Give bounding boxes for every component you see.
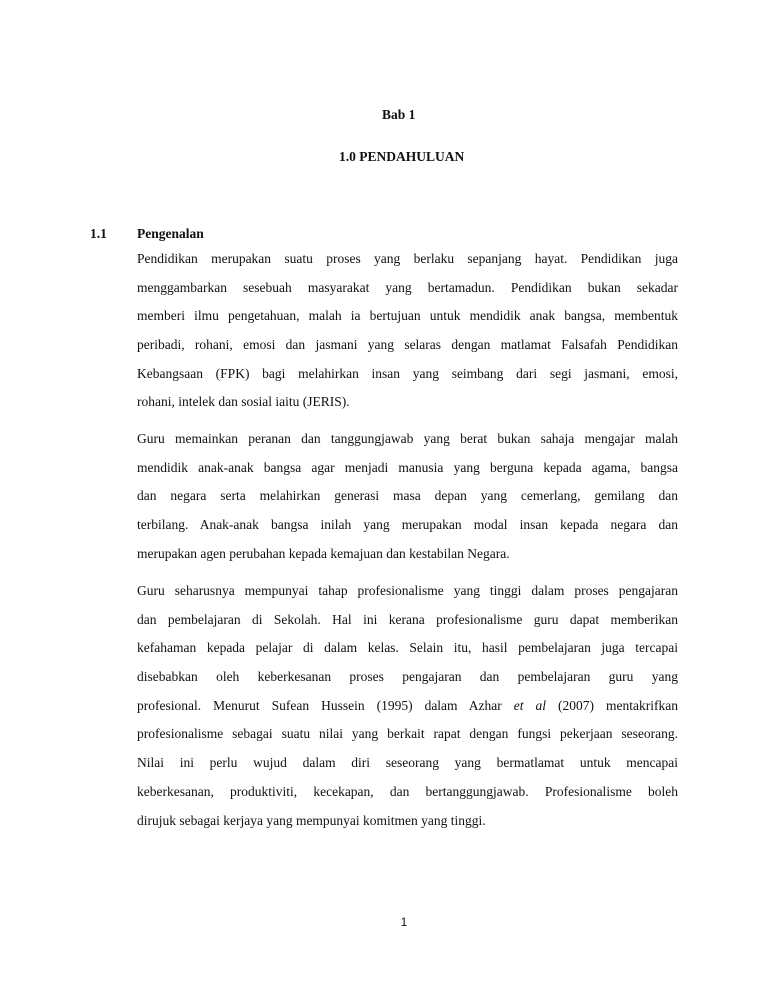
- paragraph-line: Nilai ini perlu wujud dalam diri seseorang yang bermatlamat untuk mencapai: [137, 755, 678, 771]
- paragraph-3: [137, 577, 678, 835]
- paragraph-line: Guru memainkan peranan dan tanggungjawab yang berat bukan sahaja mengajar malah: [137, 431, 678, 446]
- page-number: 1: [400, 915, 408, 929]
- paragraph-2: [137, 425, 678, 568]
- paragraph-line: peribadi, rohani, emosi dan jasmani yang selaras dengan matlamat Falsafah Pendidikan: [137, 337, 678, 353]
- paragraph-line: memberi ilmu pengetahuan, malah ia bertujuan untuk mendidik anak bangsa, membentuk: [137, 308, 678, 324]
- chapter-label: Bab 1: [382, 107, 416, 122]
- paragraph-line: keberkesanan, produktiviti, kecekapan, dan bertanggungjawab. Profesionalisme boleh: [137, 783, 678, 799]
- paragraph-line: terbilang. Anak-anak bangsa inilah yang merupakan modal insan kepada negara dan: [137, 517, 678, 533]
- citation-et-al: et al: [513, 697, 547, 713]
- section-title: Pengenalan: [137, 226, 204, 241]
- citation-text-after: (2007) mentakrifkan: [546, 697, 678, 713]
- paragraph-line: dan pembelajaran di Sekolah. Hal ini kerana profesionalisme guru dapat memberikan: [137, 611, 678, 627]
- paragraph-line: dirujuk sebagai kerjaya yang mempunyai komitmen yang tinggi.: [137, 812, 486, 828]
- paragraph-line: Kebangsaan (FPK) bagi melahirkan insan yang seimbang dari segi jasmani, emosi,: [137, 365, 678, 381]
- paragraph-line: Guru seharusnya mempunyai tahap profesionalisme yang tinggi dalam proses pengajaran: [137, 583, 678, 598]
- paragraph-1: [137, 245, 678, 417]
- paragraph-line: menggambarkan sesebuah masyarakat yang bertamadun. Pendidikan bukan sekadar: [137, 279, 678, 295]
- paragraph-line: kefahaman kepada pelajar di dalam kelas. Selain itu, hasil pembelajaran juga tercapai: [137, 640, 678, 656]
- paragraph-line: Pendidikan merupakan suatu proses yang berlaku sepanjang hayat. Pendidikan juga: [137, 251, 678, 266]
- section-number: 1.1: [90, 226, 107, 241]
- paragraph-line: rohani, intelek dan sosial iaitu (JERIS).: [137, 394, 350, 410]
- paragraph-line: dan negara serta melahirkan generasi masa depan yang cemerlang, gemilang dan: [137, 488, 678, 504]
- citation-line: [137, 692, 678, 721]
- paragraph-line: mendidik anak-anak bangsa agar menjadi manusia yang berguna kepada agama, bangsa: [137, 459, 678, 475]
- chapter-title: 1.0 PENDAHULUAN: [339, 149, 465, 164]
- paragraph-line: profesionalisme sebagai suatu nilai yang berkait rapat dengan fungsi pekerjaan seseorang.: [137, 726, 678, 742]
- citation-text-before: profesional. Menurut Sufean Hussein (1995) dalam Azhar: [137, 697, 514, 713]
- paragraph-line: disebabkan oleh keberkesanan proses pengajaran dan pembelajaran guru yang: [137, 669, 678, 685]
- paragraph-line: merupakan agen perubahan kepada kemajuan dan kestabilan Negara.: [137, 545, 510, 561]
